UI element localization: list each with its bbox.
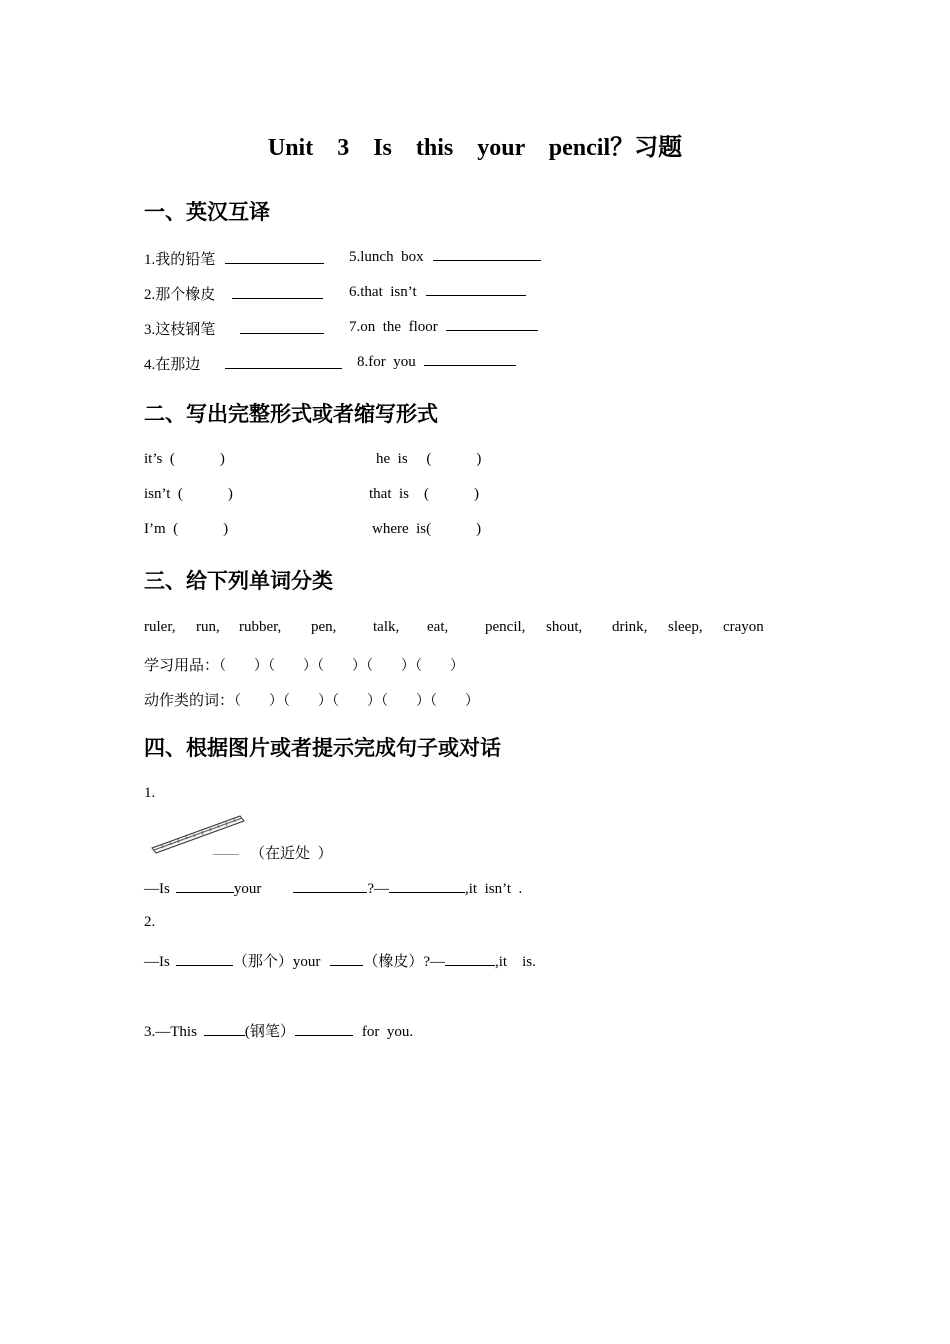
- q1-image-blank[interactable]: [213, 842, 239, 855]
- q1-part-a: —Is: [144, 881, 170, 897]
- word-eat: eat,: [427, 619, 449, 635]
- form-item-where-is[interactable]: where is( ): [372, 521, 482, 537]
- q3-part-c: for you.: [361, 1024, 414, 1040]
- form-item-im[interactable]: I’m ( ): [144, 521, 229, 537]
- form-item-isnt[interactable]: isn’t ( ): [144, 486, 233, 502]
- page-title: Unit 3 Is this your pencil？习题: [267, 135, 683, 161]
- word-run: run,: [196, 619, 220, 635]
- q1-hint: （在近处 ）: [250, 846, 333, 862]
- word-rubber: rubber,: [239, 619, 282, 635]
- q1-number: 1.: [144, 785, 156, 801]
- q3-blank-1[interactable]: [204, 1023, 245, 1036]
- item-5-blank[interactable]: [433, 248, 541, 261]
- item-1-label: 1.我的铅笔: [144, 252, 216, 268]
- q2-blank-3[interactable]: [445, 953, 495, 966]
- form-item-he-is[interactable]: he is ( ): [376, 451, 482, 467]
- q1-blank-1[interactable]: [176, 880, 234, 893]
- item-7-label: 7.on the floor: [349, 319, 438, 335]
- item-6-label: 6.that isn’t: [349, 284, 417, 300]
- word-pen: pen,: [311, 619, 337, 635]
- section-4-heading: 四、根据图片或者提示完成句子或对话: [144, 736, 501, 760]
- form-item-that-is[interactable]: that is ( ): [369, 486, 479, 502]
- action-words-label: 动作类的词：: [144, 693, 235, 709]
- word-drink: drink,: [612, 619, 648, 635]
- school-supplies-answers[interactable]: （ ）（ ）（ ）（ ）（ ）: [219, 659, 465, 674]
- form-item-its[interactable]: it’s ( ): [144, 451, 225, 467]
- item-4-label: 4.在那边: [144, 357, 201, 373]
- school-supplies-label: 学习用品：: [144, 658, 220, 674]
- q2-number: 2.: [144, 914, 156, 930]
- word-crayon: crayon: [723, 619, 764, 635]
- q2-part-d: ,it is.: [495, 954, 536, 970]
- word-pencil: pencil,: [485, 619, 526, 635]
- q3-part-a: 3.—This: [144, 1024, 197, 1040]
- q2-blank-2[interactable]: [330, 953, 363, 966]
- item-8: [357, 353, 516, 371]
- item-3: [144, 318, 324, 339]
- item-6-blank[interactable]: [426, 283, 526, 296]
- word-ruler: ruler,: [144, 619, 176, 635]
- q2-part-b: （那个）your: [232, 954, 321, 970]
- q2-part-c: （橡皮）?—: [363, 954, 446, 970]
- item-5-label: 5.lunch box: [349, 249, 424, 265]
- q3-sentence: [144, 1020, 413, 1041]
- item-1-blank[interactable]: [225, 251, 324, 264]
- item-5: [349, 248, 541, 266]
- action-words-answers[interactable]: （ ）（ ）（ ）（ ）（ ）: [234, 694, 480, 709]
- item-2-label: 2.那个橡皮: [144, 287, 216, 303]
- q3-blank-2[interactable]: [295, 1023, 353, 1036]
- section-3-heading: 三、给下列单词分类: [144, 569, 333, 593]
- word-talk: talk,: [373, 619, 400, 635]
- q2-part-a: —Is: [144, 954, 170, 970]
- item-2-blank[interactable]: [232, 286, 323, 299]
- item-8-label: 8.for you: [357, 354, 416, 370]
- q3-part-b: (钢笔）: [244, 1024, 295, 1040]
- q1-part-c: ?—: [367, 881, 390, 897]
- section-1-heading: 一、英汉互译: [144, 200, 270, 224]
- q1-sentence: [144, 880, 522, 898]
- item-7-blank[interactable]: [446, 318, 538, 331]
- item-3-blank[interactable]: [240, 321, 324, 334]
- q2-blank-1[interactable]: [176, 953, 233, 966]
- q1-blank-3[interactable]: [389, 880, 465, 893]
- item-2: [144, 283, 323, 304]
- item-6: [349, 283, 526, 301]
- section-2-heading: 二、写出完整形式或者缩写形式: [144, 402, 438, 426]
- q2-sentence: [144, 950, 536, 971]
- item-4: [144, 353, 342, 374]
- word-sleep: sleep,: [668, 619, 703, 635]
- item-3-label: 3.这枝钢笔: [144, 322, 216, 338]
- q1-part-d: ,it isn’t .: [465, 881, 523, 897]
- word-shout: shout,: [546, 619, 583, 635]
- action-words-row: [144, 689, 479, 710]
- item-4-blank[interactable]: [225, 356, 342, 369]
- q1-blank-2[interactable]: [293, 880, 367, 893]
- q1-part-b: your: [233, 881, 262, 897]
- item-8-blank[interactable]: [424, 353, 516, 366]
- item-1: [144, 248, 324, 269]
- school-supplies-row: [144, 654, 464, 675]
- item-7: [349, 318, 538, 336]
